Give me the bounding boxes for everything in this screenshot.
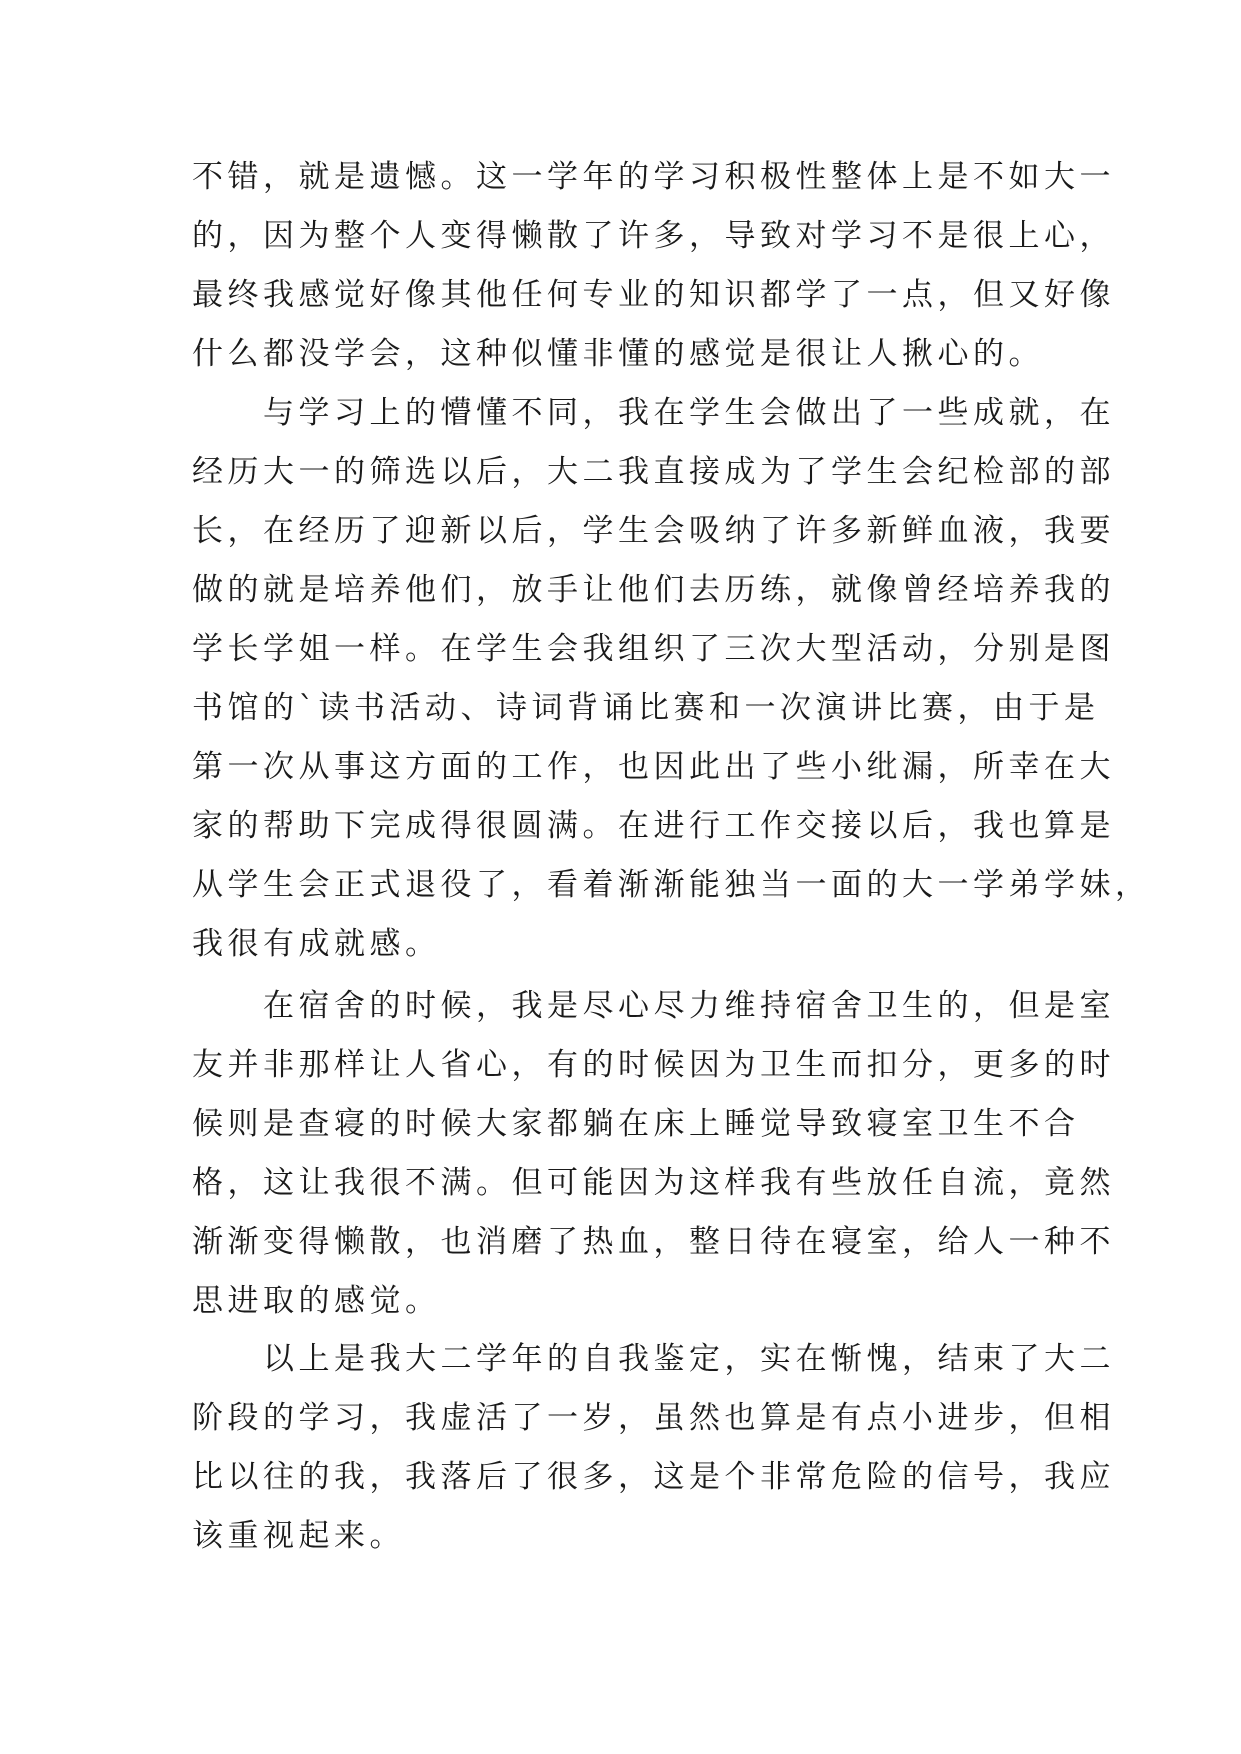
- paragraph-line: 候则是查寝的时候大家都躺在床上睡觉导致寝室卫生不合: [192, 1106, 1080, 1142]
- paragraph-line: 格，这让我很不满。但可能因为这样我有些放任自流，竟然: [192, 1165, 1115, 1201]
- paragraph-line: 什么都没学会，这种似懂非懂的感觉是很让人揪心的。: [192, 336, 1044, 372]
- paragraph-line: 我很有成就感。: [192, 926, 441, 962]
- paragraph-line: 从学生会正式退役了，看着渐渐能独当一面的大一学弟学妹，: [192, 867, 1151, 903]
- paragraph-4: [192, 1330, 1115, 1566]
- paragraph-line: 该重视起来。: [192, 1518, 405, 1554]
- paragraph-line: 最终我感觉好像其他任何专业的知识都学了一点，但又好像: [192, 277, 1115, 313]
- paragraph-1: [192, 148, 1115, 384]
- paragraph-line: 经历大一的筛选以后，大二我直接成为了学生会纪检部的部: [192, 454, 1115, 490]
- paragraph-line: 与学习上的懵懂不同，我在学生会做出了一些成就，在: [192, 395, 1115, 431]
- paragraph-line: 在宿舍的时候，我是尽心尽力维持宿舍卫生的，但是室: [192, 988, 1115, 1024]
- paragraph-line: 渐渐变得懒散，也消磨了热血，整日待在寝室，给人一种不: [192, 1224, 1115, 1260]
- paragraph-line: 阶段的学习，我虚活了一岁，虽然也算是有点小进步，但相: [192, 1400, 1115, 1436]
- paragraph-line: 第一次从事这方面的工作，也因此出了些小纰漏，所幸在大: [192, 749, 1115, 785]
- paragraph-line: 做的就是培养他们，放手让他们去历练，就像曾经培养我的: [192, 572, 1115, 608]
- paragraph-line: 家的帮助下完成得很圆满。在进行工作交接以后，我也算是: [192, 808, 1115, 844]
- paragraph-line: 以上是我大二学年的自我鉴定，实在惭愧，结束了大二: [192, 1341, 1115, 1377]
- paragraph-line: 友并非那样让人省心，有的时候因为卫生而扣分，更多的时: [192, 1047, 1115, 1083]
- paragraph-line: 学长学姐一样。在学生会我组织了三次大型活动，分别是图: [192, 631, 1115, 667]
- paragraph-line: 的，因为整个人变得懒散了许多，导致对学习不是很上心，: [192, 218, 1115, 254]
- paragraph-line: 长，在经历了迎新以后，学生会吸纳了许多新鲜血液，我要: [192, 513, 1115, 549]
- paragraph-line: 不错，就是遗憾。这一学年的学习积极性整体上是不如大一: [192, 159, 1115, 195]
- paragraph-line: 书馆的`读书活动、诗词背诵比赛和一次演讲比赛，由于是: [192, 690, 1100, 726]
- paragraph-line: 比以往的我，我落后了很多，这是个非常危险的信号，我应: [192, 1459, 1115, 1495]
- paragraph-3: [192, 977, 1115, 1331]
- paragraph-2: [192, 384, 1151, 974]
- paragraph-line: 思进取的感觉。: [192, 1283, 441, 1319]
